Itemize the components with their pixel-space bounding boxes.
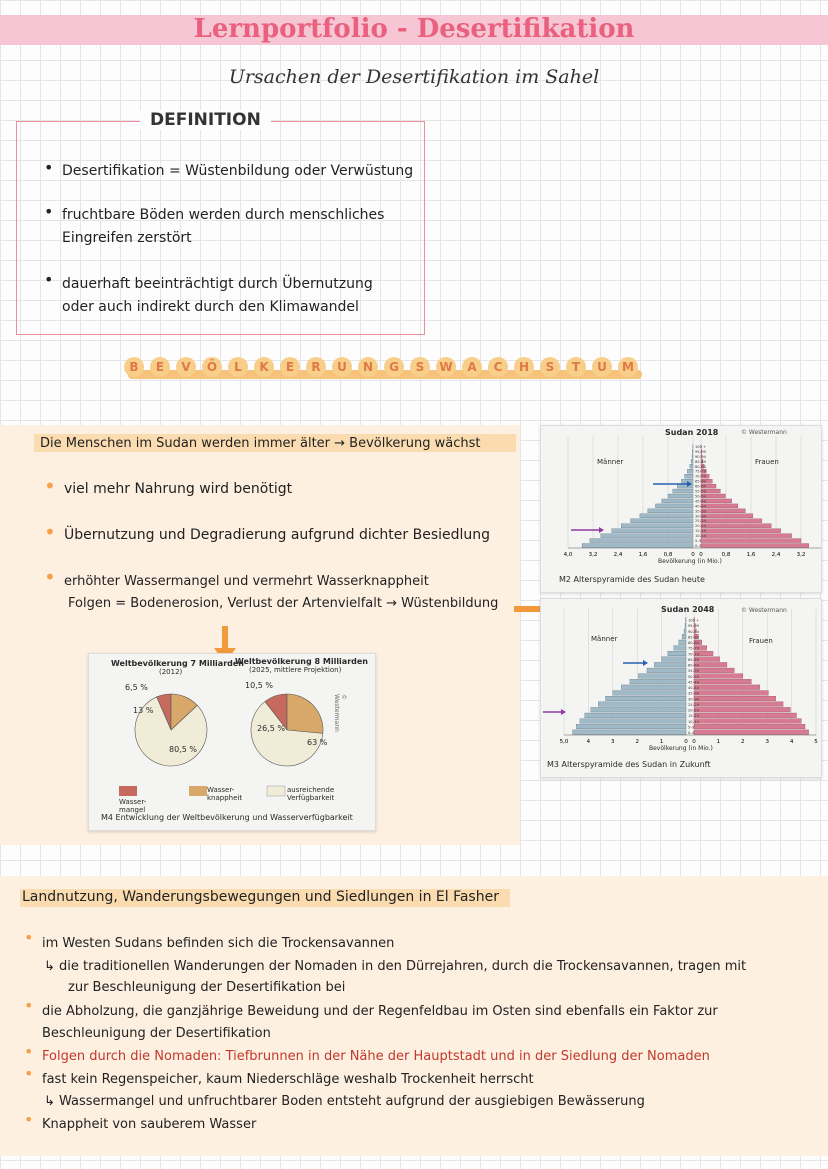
banner-letter: U: [592, 357, 612, 377]
age-label: 35–39: [688, 691, 699, 696]
tick-label: 3,2: [588, 552, 598, 558]
banner-letter: R: [306, 357, 326, 377]
age-label: 25–29: [688, 702, 699, 707]
age-label: 0–4: [688, 731, 695, 735]
tick-label: 0: [684, 739, 688, 745]
bullet-dot: •: [44, 202, 54, 221]
m3-title: Sudan 2048: [661, 605, 715, 614]
female-bar: [694, 724, 805, 729]
age-label: 20–24: [695, 524, 706, 529]
age-label: 60–64: [695, 484, 706, 489]
m3-population-pyramid: [540, 598, 822, 778]
age-label: 5–9: [695, 539, 702, 544]
male-bar: [640, 514, 693, 518]
population-headline: Die Menschen im Sudan werden immer älter → Bevölkerung wächst: [40, 436, 481, 451]
female-bar: [694, 679, 751, 684]
bullet-dot: •: [44, 520, 56, 544]
male-bar: [613, 691, 686, 696]
age-label: 55–59: [695, 489, 706, 494]
age-label: 75–79: [688, 646, 699, 651]
legend-text: Wasser- knappheit: [207, 786, 243, 802]
legend-swatch-ausreichend: [267, 786, 285, 796]
banner-letter: G: [384, 357, 404, 377]
male-bar: [674, 646, 686, 651]
male-bar: [682, 634, 686, 639]
male-bar: [621, 524, 693, 528]
age-label: 75–79: [695, 469, 706, 474]
tick-label: 0,8: [663, 552, 673, 558]
tick-label: 3: [611, 739, 615, 745]
definition-item: Eingreifen zerstört: [62, 230, 192, 246]
female-bar: [694, 702, 783, 707]
male-bar: [691, 459, 693, 463]
m2-population-pyramid: [540, 425, 822, 593]
landuse-line: Folgen durch die Nomaden: Tiefbrunnen in der Nähe der Hauptstadt und in der Siedlung der Nomaden: [42, 1049, 710, 1064]
m4-copyright: © Westermann: [333, 694, 347, 732]
female-bar: [701, 529, 781, 533]
m4-right-sub: (2025, mittlere Projektion): [249, 666, 342, 674]
age-label: 85–89: [695, 459, 706, 464]
age-label: 40–44: [688, 686, 699, 691]
female-bar: [701, 504, 738, 508]
age-label: 35–39: [695, 509, 706, 514]
tick-label: 1,6: [746, 552, 756, 558]
m4-caption: M4 Entwicklung der Weltbevölkerung und Wasserverfügbarkeit: [101, 813, 353, 822]
bullet-dot: •: [44, 270, 54, 289]
legend-text: ausreichende Verfügbarkeit: [287, 786, 335, 802]
age-label: 80–84: [695, 464, 706, 469]
annotation-arrow-head: [599, 527, 604, 533]
male-bar: [576, 724, 686, 729]
m4-right-title: Weltbevölkerung 8 Milliarden: [235, 657, 368, 666]
age-label: 10–14: [695, 534, 706, 539]
banner-letter: B: [124, 357, 144, 377]
banner-letter: V: [176, 357, 196, 377]
bullet-dot: •: [24, 996, 34, 1015]
male-bar: [662, 657, 686, 662]
male-bar: [631, 519, 694, 523]
tick-label: 2: [741, 739, 745, 745]
m3-copyright: © Westermann: [741, 607, 787, 614]
female-bar: [701, 534, 792, 538]
m2-title: Sudan 2018: [665, 428, 719, 437]
definition-title: DEFINITION: [140, 110, 271, 130]
age-label: 15–19: [688, 714, 699, 719]
male-bar: [685, 623, 686, 628]
age-label: 15–19: [695, 529, 706, 534]
age-label: 20–24: [688, 708, 699, 713]
tick-label: 5: [814, 739, 818, 745]
tick-label: 0: [692, 739, 696, 745]
age-label: 10–14: [688, 719, 699, 724]
male-bar: [679, 640, 686, 645]
tick-label: 1: [716, 739, 721, 745]
m3-caption: M3 Alterspyramide des Sudan in Zukunft: [547, 760, 711, 769]
definition-item: Desertifikation = Wüstenbildung oder Verwüstung: [62, 163, 414, 179]
annotation-arrow-head: [643, 660, 648, 666]
age-label: 55–59: [688, 669, 699, 674]
female-bar: [694, 730, 809, 735]
male-bar: [668, 494, 693, 498]
landuse-line: die Abholzung, die ganzjährige Beweidung und der Regenfeldbau im Osten sind ebenfalls ein Faktor zur: [42, 1004, 718, 1019]
tick-label: 2,4: [613, 552, 623, 558]
age-label: 25–29: [695, 519, 706, 524]
female-bar: [701, 514, 753, 518]
female-bar: [694, 685, 760, 690]
female-bar: [694, 713, 796, 718]
male-bar: [648, 509, 693, 513]
landuse-line: ↳ die traditionellen Wanderungen der Nomaden in den Dürrejahren, durch die Trockensavannen, tragen mit: [44, 959, 747, 974]
age-label: 30–34: [695, 514, 706, 519]
bullet-dot: •: [24, 1042, 34, 1061]
banner-letter: L: [228, 357, 248, 377]
banner-letter: E: [280, 357, 300, 377]
male-bar: [687, 469, 693, 473]
age-label: 65–69: [688, 657, 699, 662]
definition-item: oder auch indirekt durch den Klimawandel: [62, 299, 359, 315]
banner-letter: T: [566, 357, 586, 377]
legend-text: Wasser- mangel: [119, 798, 147, 814]
banner-letter: E: [150, 357, 170, 377]
age-label: 50–54: [695, 494, 706, 499]
legend-swatch-mangel: [119, 786, 137, 796]
tick-label: 4: [789, 739, 794, 745]
bullet-dot: •: [44, 474, 56, 498]
male-bar: [621, 685, 686, 690]
tick-label: 3,2: [796, 552, 806, 558]
population-item: viel mehr Nahrung wird benötigt: [64, 481, 293, 497]
m2-female-label: Frauen: [755, 458, 779, 466]
age-label: 90–94: [695, 454, 706, 459]
pie-slice: [287, 694, 323, 733]
pie-chart-2012: [135, 694, 207, 766]
banner-letter: N: [358, 357, 378, 377]
male-bar: [612, 529, 693, 533]
male-bar: [601, 534, 693, 538]
landuse-line: zur Beschleunigung der Desertifikation bei: [68, 980, 346, 995]
age-label: 100 +: [695, 444, 707, 449]
bullet-dot: •: [44, 158, 54, 177]
banner-letter: M: [618, 357, 638, 377]
landuse-line: im Westen Sudans befinden sich die Trockensavannen: [42, 936, 395, 951]
age-label: 95–99: [688, 624, 699, 629]
male-bar: [662, 499, 693, 503]
m2-caption: M2 Alterspyramide des Sudan heute: [559, 575, 705, 584]
male-bar: [647, 668, 686, 673]
age-label: 40–44: [695, 504, 706, 509]
age-label: 50–54: [688, 674, 699, 679]
male-bar: [673, 489, 693, 493]
male-bar: [668, 651, 686, 656]
m4-left-sub: (2012): [159, 668, 183, 676]
male-bar: [630, 679, 686, 684]
female-bar: [694, 696, 776, 701]
banner-letter: K: [254, 357, 274, 377]
population-item: Folgen = Bodenerosion, Verlust der Artenvielfalt → Wüstenbildung: [68, 596, 499, 611]
male-bar: [690, 464, 693, 468]
female-bar: [694, 674, 743, 679]
tick-label: 3: [765, 739, 769, 745]
banner-letter: W: [436, 357, 456, 377]
tick-label: 0: [699, 552, 703, 558]
banner-letter: H: [514, 357, 534, 377]
female-bar: [694, 719, 801, 724]
banner-letter: S: [410, 357, 430, 377]
age-label: 100 +: [688, 618, 700, 623]
female-bar: [701, 544, 809, 548]
banner-letter: A: [462, 357, 482, 377]
age-label: 85–89: [688, 635, 699, 640]
age-label: 95–99: [695, 449, 706, 454]
banner-letter: C: [488, 357, 508, 377]
pie-label: 80,5 %: [169, 745, 197, 754]
male-bar: [591, 707, 686, 712]
male-bar: [582, 544, 693, 548]
male-bar: [573, 730, 686, 735]
population-item: erhöhter Wassermangel und vermehrt Wasserknappheit: [64, 574, 429, 589]
female-bar: [701, 539, 801, 543]
tick-label: 2: [635, 739, 639, 745]
landuse-line: Knappheit von sauberem Wasser: [42, 1117, 257, 1132]
bullet-dot: •: [44, 565, 56, 589]
bullet-dot: •: [24, 1064, 34, 1083]
page-title: Lernportfolio - Desertifikation: [193, 14, 635, 44]
m3-female-label: Frauen: [749, 637, 773, 645]
age-label: 45–49: [695, 499, 706, 504]
age-label: 30–34: [688, 697, 699, 702]
male-bar: [580, 719, 686, 724]
male-bar: [654, 662, 686, 667]
age-label: 5–9: [688, 725, 695, 730]
tick-label: 5,0: [559, 739, 569, 745]
tick-label: 4: [586, 739, 591, 745]
male-bar: [585, 713, 686, 718]
population-item: Übernutzung und Degradierung aufgrund dichter Besiedlung: [64, 527, 491, 543]
landuse-line: Beschleunigung der Desertifikation: [42, 1026, 271, 1041]
banner-letter: S: [540, 357, 560, 377]
pie-label: 10,5 %: [245, 681, 273, 690]
tick-label: 0,8: [721, 552, 731, 558]
female-bar: [694, 707, 790, 712]
banner-letter: U: [332, 357, 352, 377]
definition-item: dauerhaft beeinträchtigt durch Übernutzung: [62, 276, 373, 292]
landuse-line: fast kein Regenspeicher, kaum Niederschläge weshalb Trockenheit herrscht: [42, 1072, 534, 1087]
tick-label: 2,4: [771, 552, 781, 558]
age-label: 80–84: [688, 641, 699, 646]
age-label: 70–74: [688, 652, 699, 657]
m3-axis-label: Bevölkerung (in Mio.): [649, 745, 713, 752]
m4-left-title: Weltbevölkerung 7 Milliarden: [111, 659, 244, 668]
age-label: 0–4: [695, 544, 702, 548]
male-bar: [598, 702, 686, 707]
female-bar: [701, 519, 762, 523]
definition-item: fruchtbare Böden werden durch menschliches: [62, 207, 385, 223]
male-bar: [692, 454, 693, 458]
page-subtitle: Ursachen der Desertifikation im Sahel: [228, 66, 600, 88]
age-label: 45–49: [688, 680, 699, 685]
landuse-line: ↳ Wassermangel und unfruchtbarer Boden entsteht aufgrund der ausgiebigen Bewässerung: [44, 1094, 645, 1109]
bullet-dot: •: [24, 1110, 34, 1129]
pie-label: 63 %: [307, 738, 328, 747]
age-label: 65–69: [695, 479, 706, 484]
m2-copyright: © Westermann: [741, 429, 787, 436]
female-bar: [694, 691, 768, 696]
male-bar: [605, 696, 686, 701]
age-label: 70–74: [695, 474, 706, 479]
m2-male-label: Männer: [597, 458, 624, 466]
pie-label: 6,5 %: [125, 683, 148, 692]
pie-label: 13 %: [133, 706, 154, 715]
male-bar: [656, 504, 694, 508]
m3-male-label: Männer: [591, 635, 618, 643]
male-bar: [692, 449, 693, 453]
female-bar: [701, 509, 745, 513]
m4-water-chart: [88, 653, 376, 831]
legend-swatch-knappheit: [189, 786, 207, 796]
m2-axis-label: Bevölkerung (in Mio.): [658, 558, 722, 565]
tick-label: 4,0: [563, 552, 573, 558]
male-bar: [685, 474, 693, 478]
tick-label: 1,6: [638, 552, 648, 558]
female-bar: [701, 524, 771, 528]
age-label: 60–64: [688, 663, 699, 668]
tick-label: 1: [659, 739, 664, 745]
age-label: 90–94: [688, 629, 699, 634]
tick-label: 0: [691, 552, 695, 558]
annotation-arrow-head: [561, 709, 566, 715]
female-bar: [694, 668, 734, 673]
landuse-headline: Landnutzung, Wanderungsbewegungen und Siedlungen in El Fasher: [22, 889, 499, 905]
banner-letter: Ö: [202, 357, 222, 377]
male-bar: [638, 674, 686, 679]
male-bar: [684, 629, 686, 634]
male-bar: [590, 539, 693, 543]
bullet-dot: •: [24, 928, 34, 947]
pie-label: 26,5 %: [257, 724, 285, 733]
